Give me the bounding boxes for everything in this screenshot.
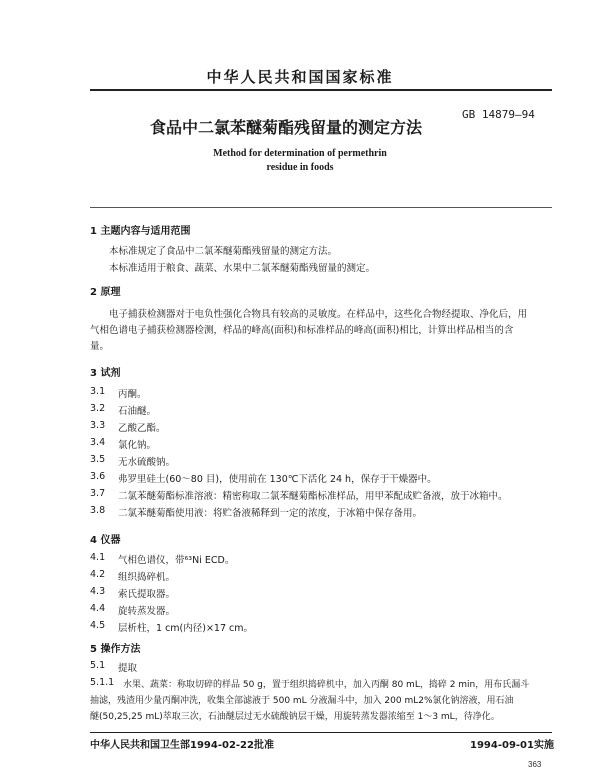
reagent-number: 3.2 bbox=[90, 403, 106, 414]
reagent-number: 3.4 bbox=[90, 437, 106, 448]
subsection-title: 提取 bbox=[118, 663, 138, 674]
reagent-text: 石油醚。 bbox=[118, 406, 157, 417]
reagent-number: 3.7 bbox=[90, 488, 106, 499]
approval-statement: 中华人民共和国卫生部1994-02-22批准 bbox=[90, 740, 274, 751]
subsection-number: 5.1 bbox=[90, 660, 106, 671]
section-2-line-2: 气相色谱电子捕获检测器检测，样品的峰高(面积)和标准样品的峰高(面积)相比，计算出样品相当的含 bbox=[90, 325, 514, 336]
implementation-date: 1994-09-01实施 bbox=[470, 740, 554, 751]
procedure-line-2: 抽滤，残渣用少量丙酮冲洗，收集全部滤液于 500 mL 分液漏斗中，加入 200 mL2%氯化钠溶液，用石油 bbox=[90, 696, 514, 706]
reagent-number: 3.5 bbox=[90, 454, 106, 465]
reagent-number: 3.1 bbox=[90, 386, 106, 397]
english-title-line-1: Method for determination of permethrin bbox=[213, 148, 387, 159]
reagent-text: 无水硫酸钠。 bbox=[118, 457, 176, 468]
instrument-text: 旋转蒸发器。 bbox=[118, 606, 176, 617]
procedure-line-1: 水果、蔬菜：称取切碎的样品 50 g，置于组织捣碎机中，加入丙酮 80 mL，捣碎 2 min，用布氏漏斗 bbox=[123, 680, 530, 690]
section-2-heading: 2 原理 bbox=[90, 287, 121, 298]
instrument-number: 4.5 bbox=[90, 620, 106, 631]
instrument-number: 4.1 bbox=[90, 552, 106, 563]
reagent-number: 3.6 bbox=[90, 471, 106, 482]
instrument-text: 组织捣碎机。 bbox=[118, 572, 176, 583]
footer-rule bbox=[90, 732, 552, 733]
reagent-text: 丙酮。 bbox=[118, 389, 147, 400]
page-number: 363 bbox=[528, 760, 542, 769]
section-1-line-2: 本标准适用于粮食、蔬菜、水果中二氯苯醚菊酯残留量的测定。 bbox=[109, 263, 376, 274]
standard-title: 中华人民共和国国家标准 bbox=[206, 68, 394, 86]
instrument-text: 索氏提取器。 bbox=[118, 589, 176, 600]
section-2-line-1: 电子捕获检测器对于电负性强化合物具有较高的灵敏度。在样品中，这些化合物经提取、净化后，用 bbox=[109, 309, 528, 320]
english-title-line-2: residue in foods bbox=[266, 162, 334, 173]
instrument-number: 4.2 bbox=[90, 569, 106, 580]
header-divider bbox=[90, 207, 552, 208]
reagent-text: 二氯苯醚菊酯标准溶液：精密称取二氯苯醚菊酯标准样品，用甲苯配成贮备液，放于冰箱中。 bbox=[118, 491, 508, 502]
section-5-heading: 5 操作方法 bbox=[90, 644, 141, 655]
instrument-number: 4.3 bbox=[90, 586, 106, 597]
section-1-heading: 1 主题内容与适用范围 bbox=[90, 226, 191, 237]
reagent-number: 3.3 bbox=[90, 420, 106, 431]
top-rule bbox=[90, 89, 552, 91]
instrument-text: 气相色谱仪，带⁶³Ni ECD。 bbox=[118, 555, 235, 566]
section-1-line-1: 本标准规定了食品中二氯苯醚菊酯残留量的测定方法。 bbox=[109, 246, 338, 257]
reagent-number: 3.8 bbox=[90, 505, 106, 516]
document-title: 食品中二氯苯醚菊酯残留量的测定方法 bbox=[150, 118, 423, 137]
paragraph-number: 5.1.1 bbox=[90, 677, 115, 688]
section-3-heading: 3 试剂 bbox=[90, 368, 121, 379]
standard-code: GB 14879—94 bbox=[462, 108, 535, 121]
reagent-text: 氯化钠。 bbox=[118, 440, 157, 451]
instrument-number: 4.4 bbox=[90, 603, 106, 614]
section-2-line-3: 量。 bbox=[90, 341, 110, 352]
procedure-line-3: 醚(50,25,25 mL)萃取三次，石油醚层过无水硫酸钠层干燥，用旋转蒸发器浓缩至 1～3 mL，待净化。 bbox=[90, 712, 500, 722]
instrument-text: 层析柱，1 cm(内径)×17 cm。 bbox=[118, 623, 253, 634]
reagent-text: 弗罗里硅土(60～80 目)，使用前在 130℃下活化 24 h，保存于干燥器中。 bbox=[118, 474, 437, 485]
section-4-heading: 4 仪器 bbox=[90, 535, 121, 546]
reagent-text: 乙酸乙酯。 bbox=[118, 423, 166, 434]
reagent-text: 二氯苯醚菊酯使用液：将贮备液稀释到一定的浓度，于冰箱中保存备用。 bbox=[118, 508, 423, 519]
